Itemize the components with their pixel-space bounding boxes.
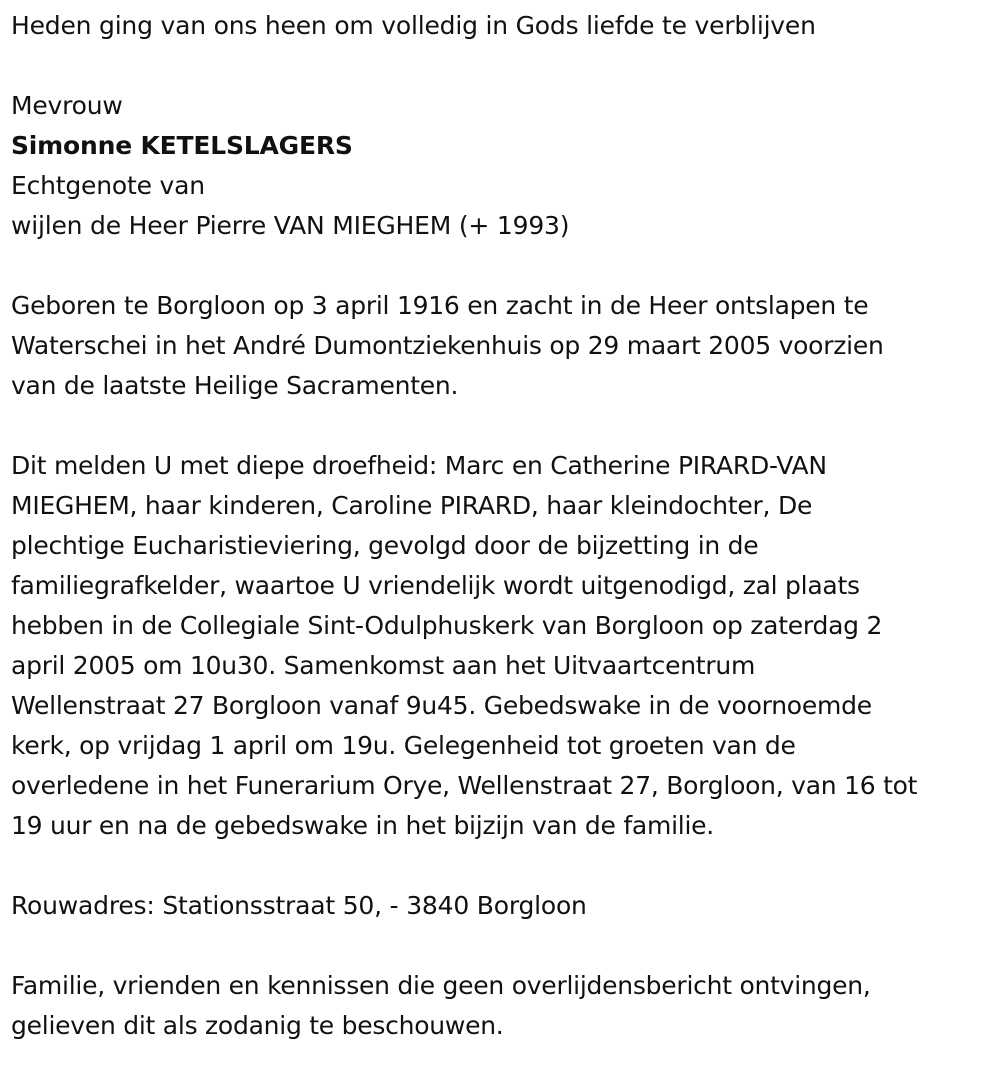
closing-paragraph: [11, 966, 991, 1046]
spacer: [11, 406, 991, 446]
paragraph-line: kerk, op vrijdag 1 april om 19u. Gelegenheid tot groeten van de: [11, 731, 796, 760]
paragraph-line: Wellenstraat 27 Borgloon vanaf 9u45. Gebedswake in de voornoemde: [11, 691, 872, 720]
paragraph-line: gelieven dit als zodanig te beschouwen.: [11, 1011, 504, 1040]
spacer: [11, 246, 991, 286]
birth-death-paragraph: [11, 286, 991, 406]
paragraph-line: 19 uur en na de gebedswake in het bijzijn van de familie.: [11, 811, 714, 840]
relation-line-1: Echtgenote van: [11, 171, 205, 200]
salutation: Mevrouw: [11, 91, 123, 120]
paragraph-line: Familie, vrienden en kennissen die geen overlijdensbericht ontvingen,: [11, 971, 871, 1000]
paragraph-line: overledene in het Funerarium Orye, Wellenstraat 27, Borgloon, van 16 tot: [11, 771, 918, 800]
paragraph-line: hebben in de Collegiale Sint-Odulphuskerk van Borgloon op zaterdag 2: [11, 611, 883, 640]
deceased-name: Simonne KETELSLAGERS: [11, 131, 353, 160]
spacer: [11, 926, 991, 966]
paragraph-line: van de laatste Heilige Sacramenten.: [11, 371, 459, 400]
intro-line: Heden ging van ons heen om volledig in Gods liefde te verblijven: [11, 11, 816, 40]
spacer: [11, 46, 991, 86]
paragraph-line: familiegrafkelder, waartoe U vriendelijk wordt uitgenodigd, zal plaats: [11, 571, 860, 600]
paragraph-line: MIEGHEM, haar kinderen, Caroline PIRARD, haar kleindochter, De: [11, 491, 813, 520]
paragraph-line: Waterschei in het André Dumontziekenhuis op 29 maart 2005 voorzien: [11, 331, 884, 360]
paragraph-line: plechtige Eucharistieviering, gevolgd door de bijzetting in de: [11, 531, 759, 560]
mourning-address: Rouwadres: Stationsstraat 50, - 3840 Borgloon: [11, 891, 587, 920]
obituary-document: [11, 6, 991, 1046]
paragraph-line: Dit melden U met diepe droefheid: Marc en Catherine PIRARD-VAN: [11, 451, 827, 480]
paragraph-line: Geboren te Borgloon op 3 april 1916 en zacht in de Heer ontslapen te: [11, 291, 869, 320]
paragraph-line: april 2005 om 10u30. Samenkomst aan het Uitvaartcentrum: [11, 651, 756, 680]
announcement-paragraph: [11, 446, 991, 846]
spacer: [11, 846, 991, 886]
relation-line-2: wijlen de Heer Pierre VAN MIEGHEM (+ 1993): [11, 211, 570, 240]
